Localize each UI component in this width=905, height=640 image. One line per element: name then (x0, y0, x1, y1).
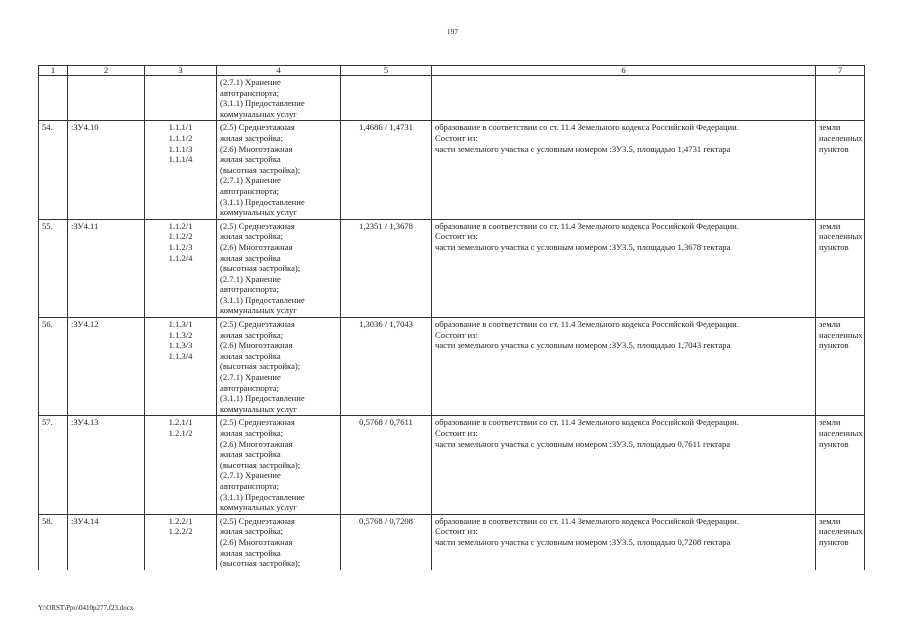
text-line: коммунальных услуг (220, 108, 297, 119)
text-line: жилая застройка; (220, 526, 284, 537)
text-line: пунктов (819, 143, 849, 154)
text-line: 1.2.1/2 (168, 428, 193, 438)
text-line: населенных (819, 526, 863, 537)
text-line: 1.1.3/4 (168, 350, 193, 361)
text-line: жилая застройка (220, 154, 281, 165)
text-line: 1.1.3/1 (168, 319, 193, 330)
land-category-cell (816, 219, 865, 317)
text-line: пунктов (819, 438, 849, 449)
column-header: 1 (39, 66, 68, 76)
text-line: 1.1.1/4 (168, 154, 193, 165)
permitted-use-cell (217, 318, 341, 416)
text-line: (высотная застройка); (220, 164, 301, 175)
text-line: образование в соответствии со ст. 11.4 Земельного кодекса Российской Федерации. (435, 515, 739, 526)
text-line: Состоит из: (435, 231, 478, 242)
plot-code-cell: :ЗУ4.13 (68, 416, 145, 514)
row-number-cell: 58. (39, 514, 68, 569)
text-line: автотранспорта; (220, 480, 280, 491)
text-line: (2.6) Многоэтажная (220, 143, 293, 154)
column-header: 7 (816, 66, 865, 76)
area-cell: 1,3036 / 1,7043 (341, 318, 432, 416)
permitted-use-cell (217, 121, 341, 219)
text-line: части земельного участка с условным номером :ЗУ3.5, площадью 0,7208 гектара (435, 536, 731, 547)
row-number-cell: 55. (39, 219, 68, 317)
header-row (39, 66, 865, 76)
column-header: 2 (68, 66, 145, 76)
text-line: жилая застройка; (220, 428, 284, 438)
plot-code-cell: :ЗУ4.10 (68, 121, 145, 219)
text-line: населенных (819, 132, 863, 143)
text-line: жилая застройка (220, 449, 281, 460)
text-line: (2.7.1) Хранение (220, 273, 281, 284)
plot-code-cell: :ЗУ4.14 (68, 514, 145, 569)
text-line: (2.5) Среднеэтажная (220, 122, 295, 133)
permitted-use-cell (217, 416, 341, 514)
parts-cell (145, 219, 217, 317)
text-line: Состоит из: (435, 428, 478, 438)
text-line: земли (819, 220, 841, 231)
text-line: 1.2.1/1 (168, 417, 193, 428)
permitted-use-cell (217, 514, 341, 569)
text-line: пунктов (819, 241, 849, 252)
text-line: (2.5) Среднеэтажная (220, 417, 295, 428)
text-line: 1.2.2/2 (168, 526, 193, 537)
text-line: образование в соответствии со ст. 11.4 Земельного кодекса Российской Федерации. (435, 417, 739, 428)
land-plots-table (38, 65, 865, 570)
text-line: автотранспорта; (220, 382, 280, 393)
text-line: (2.7.1) Хранение (220, 470, 281, 481)
text-line: населенных (819, 231, 863, 242)
table-row (39, 318, 865, 416)
text-line: пунктов (819, 536, 849, 547)
text-line: пунктов (819, 340, 849, 351)
area-cell: 1,4686 / 1,4731 (341, 121, 432, 219)
text-line: жилая застройка; (220, 329, 284, 340)
text-line: 1.1.2/1 (168, 220, 193, 231)
area-cell: 1,2351 / 1,3678 (341, 219, 432, 317)
page-number: 197 (446, 27, 459, 36)
row-number-cell: 56. (39, 318, 68, 416)
text-line: (2.6) Многоэтажная (220, 241, 293, 252)
text-line: (высотная застройка); (220, 361, 301, 372)
description-cell (432, 219, 816, 317)
area-cell: 0,5768 / 0,7611 (341, 416, 432, 514)
text-line: автотранспорта; (220, 87, 280, 98)
continuation-row (39, 76, 865, 121)
text-line: автотранспорта; (220, 185, 280, 196)
text-line: (3.1.1) Предоставление (220, 491, 305, 502)
text-line: (высотная застройка); (220, 263, 301, 274)
text-line: (высотная застройка); (220, 558, 301, 569)
text-line: (2.7.1) Хранение (220, 77, 281, 87)
text-line: (2.5) Среднеэтажная (220, 319, 295, 330)
text-line: части земельного участка с условным номером :ЗУ3.5, площадью 1,3678 гектара (435, 241, 731, 252)
text-line: (2.5) Среднеэтажная (220, 515, 295, 526)
plot-code-cell: :ЗУ4.11 (68, 219, 145, 317)
text-line: населенных (819, 329, 863, 340)
text-line: образование в соответствии со ст. 11.4 Земельного кодекса Российской Федерации. (435, 122, 739, 133)
parts-cell (145, 514, 217, 569)
text-line: 1.1.3/3 (168, 340, 193, 351)
text-line: жилая застройка; (220, 132, 284, 143)
permitted-use-cell (217, 219, 341, 317)
row-number-cell: 54. (39, 121, 68, 219)
land-category-cell (816, 121, 865, 219)
text-line: коммунальных услуг (220, 207, 297, 218)
land-category-cell (816, 318, 865, 416)
plot-code-cell: :ЗУ4.12 (68, 318, 145, 416)
text-line: жилая застройка (220, 252, 281, 263)
text-line: Состоит из: (435, 329, 478, 340)
text-line: Состоит из: (435, 132, 478, 143)
text-line: 1.1.2/3 (168, 241, 193, 252)
parts-cell (145, 318, 217, 416)
text-line: части земельного участка с условным номером :ЗУ3.5, площадью 0,7611 гектара (435, 438, 731, 449)
text-line: (3.1.1) Предоставление (220, 294, 305, 305)
row-number-cell: 57. (39, 416, 68, 514)
land-category-cell (816, 416, 865, 514)
text-line: 1.2.2/1 (168, 515, 193, 526)
text-line: части земельного участка с условным номером :ЗУ3.5, площадью 1,7043 гектара (435, 340, 731, 351)
land-category-cell (816, 514, 865, 569)
column-header: 3 (145, 66, 217, 76)
file-path-footer: Y:\ORST\Ppo\0410p277.f23.docx (38, 604, 134, 612)
text-line: коммунальных услуг (220, 305, 297, 316)
permitted-use-cell (217, 76, 341, 121)
parts-cell (145, 121, 217, 219)
text-line: части земельного участка с условным номером :ЗУ3.5, площадью 1,4731 гектара (435, 143, 731, 154)
text-line: (3.1.1) Предоставление (220, 393, 305, 404)
text-line: 1.1.1/1 (168, 122, 193, 133)
text-line: коммунальных услуг (220, 403, 297, 414)
table-row (39, 121, 865, 219)
text-line: земли (819, 319, 841, 330)
text-line: населенных (819, 428, 863, 438)
text-line: земли (819, 417, 841, 428)
text-line: Состоит из: (435, 526, 478, 537)
text-line: (2.7.1) Хранение (220, 372, 281, 383)
text-line: земли (819, 122, 841, 133)
text-line: (высотная застройка); (220, 459, 301, 470)
text-line: образование в соответствии со ст. 11.4 Земельного кодекса Российской Федерации. (435, 319, 739, 330)
text-line: 1.1.2/4 (168, 252, 193, 263)
text-line: жилая застройка (220, 547, 281, 558)
column-header: 5 (341, 66, 432, 76)
text-line: коммунальных услуг (220, 502, 297, 513)
text-line: образование в соответствии со ст. 11.4 Земельного кодекса Российской Федерации. (435, 220, 739, 231)
table-row (39, 416, 865, 514)
description-cell (432, 416, 816, 514)
column-header: 6 (432, 66, 816, 76)
text-line: (3.1.1) Предоставление (220, 98, 305, 109)
table-row (39, 219, 865, 317)
text-line: жилая застройка (220, 350, 281, 361)
description-cell (432, 318, 816, 416)
description-cell (432, 121, 816, 219)
text-line: земли (819, 515, 841, 526)
area-cell: 0,5768 / 0,7208 (341, 514, 432, 569)
text-line: (2.6) Многоэтажная (220, 536, 293, 547)
text-line: автотранспорта; (220, 284, 280, 295)
text-line: (2.6) Многоэтажная (220, 340, 293, 351)
table-row (39, 514, 865, 569)
text-line: 1.1.2/2 (168, 231, 193, 242)
text-line: 1.1.1/2 (168, 132, 193, 143)
text-line: (2.5) Среднеэтажная (220, 220, 295, 231)
text-line: (3.1.1) Предоставление (220, 196, 305, 207)
text-line: 1.1.1/3 (168, 143, 193, 154)
text-line: (2.7.1) Хранение (220, 175, 281, 186)
parts-cell (145, 416, 217, 514)
text-line: 1.1.3/2 (168, 329, 193, 340)
text-line: (2.6) Многоэтажная (220, 438, 293, 449)
text-line: жилая застройка; (220, 231, 284, 242)
column-header: 4 (217, 66, 341, 76)
description-cell (432, 514, 816, 569)
